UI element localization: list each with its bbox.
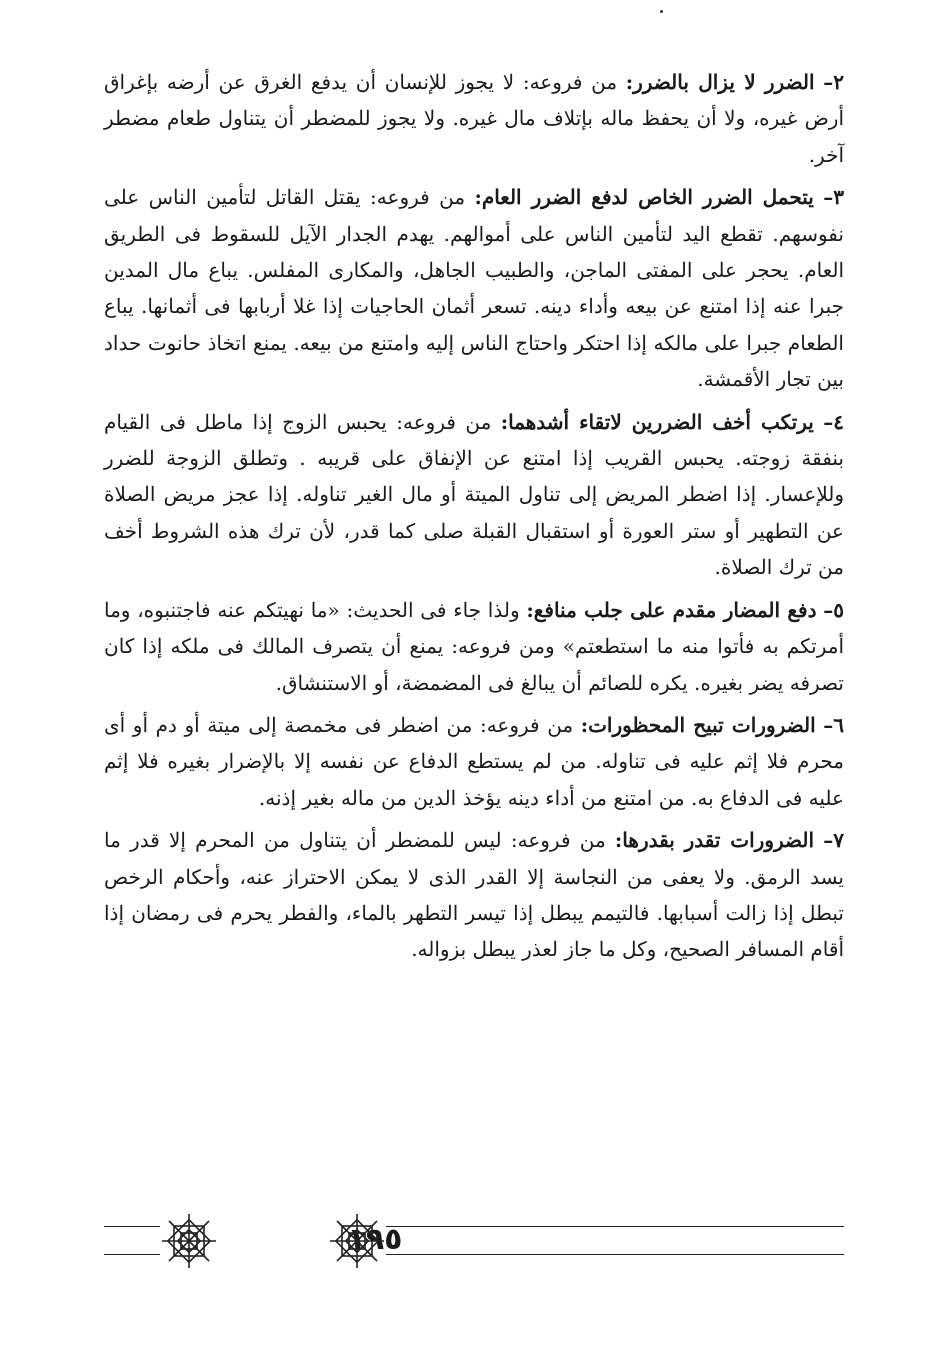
paragraph-6 (104, 707, 844, 816)
paragraph-body: من فروعه: من اضطر فى مخمصة إلى ميتة أو دم أو أى محرم فلا إثم عليه فى تناوله. من لم يستطع الدفاع عن نفسه إلا بالإضرار بغيره فلا إثم عليه فى الدفاع به. من امتنع من أداء دينه يؤخذ الدين من ماله بغير إذنه. (104, 712, 844, 810)
star-ornament-icon (160, 1212, 218, 1270)
paragraph-number: ٢– (823, 70, 844, 94)
paragraph-heading: الضرورات تبيح المحظورات: (580, 712, 816, 737)
scan-dot (660, 10, 663, 13)
paragraph-body: من فروعه: يقتل القاتل لتأمين الناس على نفوسهم. تقطع اليد لتأمين الناس على أموالهم. يهدم الجدار الآيل للسقوط فى الطريق العام. يحجر على المفتى الماجن، والطبيب الجاهل، والمكارى المفلس. يباع مال المدين جبرا عنه إذا امتنع عن بيعه وأداء دينه. تسعر أثمان الحاجيات إذا غلا أربابها فى أثمانها. يباع الطعام جبرا على مالكه إذا احتكر واحتاج الناس إليه وامتنع من بيعه. يمنع اتخاذ حانوت حداد بين تجار الأقمشة. (104, 185, 844, 392)
paragraph-body: من فروعه: يحبس الزوج إذا ماطل فى القيام بنفقة زوجته. يحبس القريب إذا امتنع عن الإنفاق على قريبه . وتطلق الزوجة للضرر وللإعسار. إذا اضطر المريض إلى تناول الميتة أو مال الغير تناوله. إذا عجز مريض الصلاة عن التطهير أو ستر العورة أو استقبال القبلة صلى كما قدر، لأن ترك هذه الشروط أخف من ترك الصلاة. (104, 409, 844, 580)
main-text (104, 64, 844, 974)
footer-rule-left-top (104, 1226, 160, 1227)
paragraph-heading: يرتكب أخف الضررين لاتقاء أشدهما: (500, 409, 814, 434)
paragraph-heading: الضرورات تقدر بقدرها: (614, 828, 815, 853)
paragraph-heading: دفع المضار مقدم على جلب منافع: (526, 597, 817, 622)
footer-rule-right-top (386, 1226, 844, 1227)
star-ornament-icon (328, 1212, 386, 1270)
paragraph-number: ٦– (823, 712, 845, 737)
page-footer (104, 1212, 844, 1272)
paragraph-7 (104, 822, 844, 968)
paragraph-body: ولذا جاء فى الحديث: «ما نهيتكم عنه فاجتنبوه، وما أمرتكم به فأتوا منه ما استطعتم» ومن فروعه: يمنع أن يتصرف المالك فى ملكه إذا كان تصرفه يضر بغيره. يكره للصائم أن يبالغ فى المضمضة، أو الاستنشاق. (104, 597, 844, 695)
paragraph-3 (104, 179, 844, 397)
paragraph-number: ٥– (823, 597, 844, 622)
paragraph-body: من فروعه: ليس للمضطر أن يتناول من المحرم إلا قدر ما يسد الرمق. ولا يعفى من النجاسة إلا القدر الذى لا يمكن الاحتراز عنه، وأحكام الرخص تبطل إذا زالت أسبابها. فالتيمم يبطل إذا تيسر التطهر بالماء، والفطر يحرم فى رمضان إذا أقام المسافر الصحيح، وكل ما جاز لعذر يبطل بزواله. (104, 828, 844, 962)
page-number: ١٩٥ (347, 1222, 403, 1257)
paragraph-number: ٤– (823, 409, 845, 434)
paragraph-2 (104, 64, 844, 173)
footer-rule-left-bottom (104, 1254, 160, 1255)
paragraph-body: من فروعه: لا يجوز للإنسان أن يدفع الغرق عن أرضه بإغراق أرض غيره، ولا أن يحفظ ماله بإتلاف مال غيره. ولا يجوز للمضطر أن يتناول طعام مضطر آخر. (104, 70, 844, 167)
paragraph-4 (104, 404, 844, 586)
paragraph-5 (104, 592, 844, 701)
paragraph-number: ٧– (823, 828, 845, 853)
paragraph-heading: يتحمل الضرر الخاص لدفع الضرر العام: (474, 185, 814, 210)
paragraph-number: ٣– (823, 185, 845, 210)
paragraph-heading: الضرر لا يزال بالضرر: (625, 70, 815, 94)
footer-rule-right-bottom (386, 1254, 844, 1255)
